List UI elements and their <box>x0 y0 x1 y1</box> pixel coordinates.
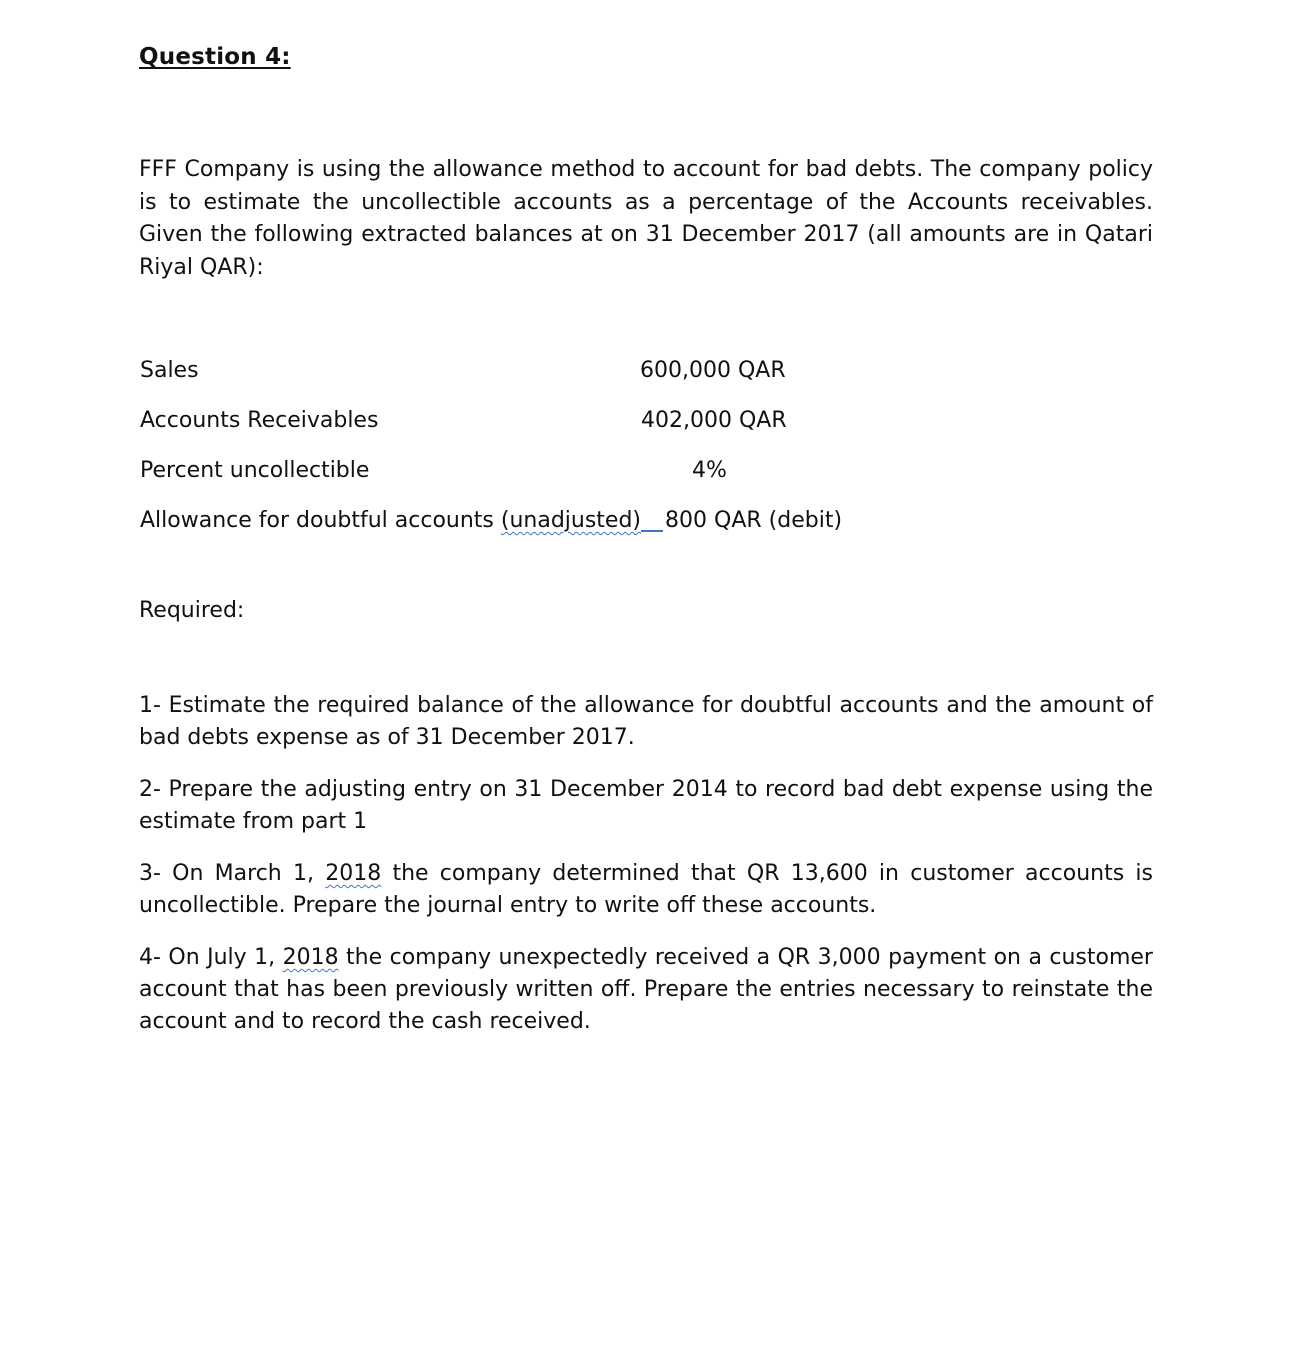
task-3-start: 3- On March 1, <box>139 861 326 886</box>
document-page <box>139 38 1153 1058</box>
balance-value: 600,000 QAR <box>640 358 786 383</box>
balance-label-allowance <box>140 504 842 538</box>
balance-row-percent-uncollectible <box>139 454 1153 504</box>
spellcheck-flagged-word[interactable]: 2018 <box>325 861 382 886</box>
task-item-4 <box>139 942 1153 1038</box>
balance-label: Percent uncollectible <box>140 458 370 483</box>
spellcheck-flagged-word[interactable]: (unadjusted) <box>500 508 642 533</box>
tasks-list <box>139 690 1153 1038</box>
task-item-3 <box>139 858 1153 922</box>
task-4-rest: the company unexpectedly received a QR 3,000 payment on a customer account that has been previously written off. Prepare the entries necessary to reinstate the account and to record the cash received. <box>139 945 1153 1034</box>
spellcheck-flagged-word[interactable]: 2018 <box>282 945 339 970</box>
balance-row-accounts-receivables <box>139 404 1153 454</box>
balance-value: 4% <box>692 458 727 483</box>
task-item-2: 2- Prepare the adjusting entry on 31 December 2014 to record bad debt expense using the estimate from part 1 <box>139 777 1153 834</box>
balance-value: 800 QAR (debit) <box>665 508 843 533</box>
intro-paragraph: FFF Company is using the allowance method to account for bad debts. The company policy is to estimate the uncollectible accounts as a percentage of the Accounts receivables. Given the following extracted balances at on 31 December 2017 (all amounts are in Qatari Riyal QAR): <box>139 157 1153 280</box>
balance-row-sales <box>139 354 1153 404</box>
allowance-label-prefix: Allowance for doubtful accounts <box>140 508 501 533</box>
balance-row-allowance <box>139 504 1153 554</box>
balance-value: 402,000 QAR <box>641 408 787 433</box>
balance-label: Accounts Receivables <box>140 408 379 433</box>
task-item-1: 1- Estimate the required balance of the allowance for doubtful accounts and the amount of bad debts expense as of 31 December 2017. <box>139 693 1153 750</box>
balance-label: Sales <box>140 358 199 383</box>
balances-list <box>139 354 1153 554</box>
required-label: Required: <box>139 598 245 623</box>
question-heading: Question 4: <box>139 44 291 70</box>
task-3-rest: the company determined that QR 13,600 in customer accounts is uncollectible. Prepare the journal entry to write off these accounts. <box>139 861 1153 918</box>
task-4-start: 4- On July 1, <box>139 945 283 970</box>
tab-underline-mark <box>641 504 663 532</box>
